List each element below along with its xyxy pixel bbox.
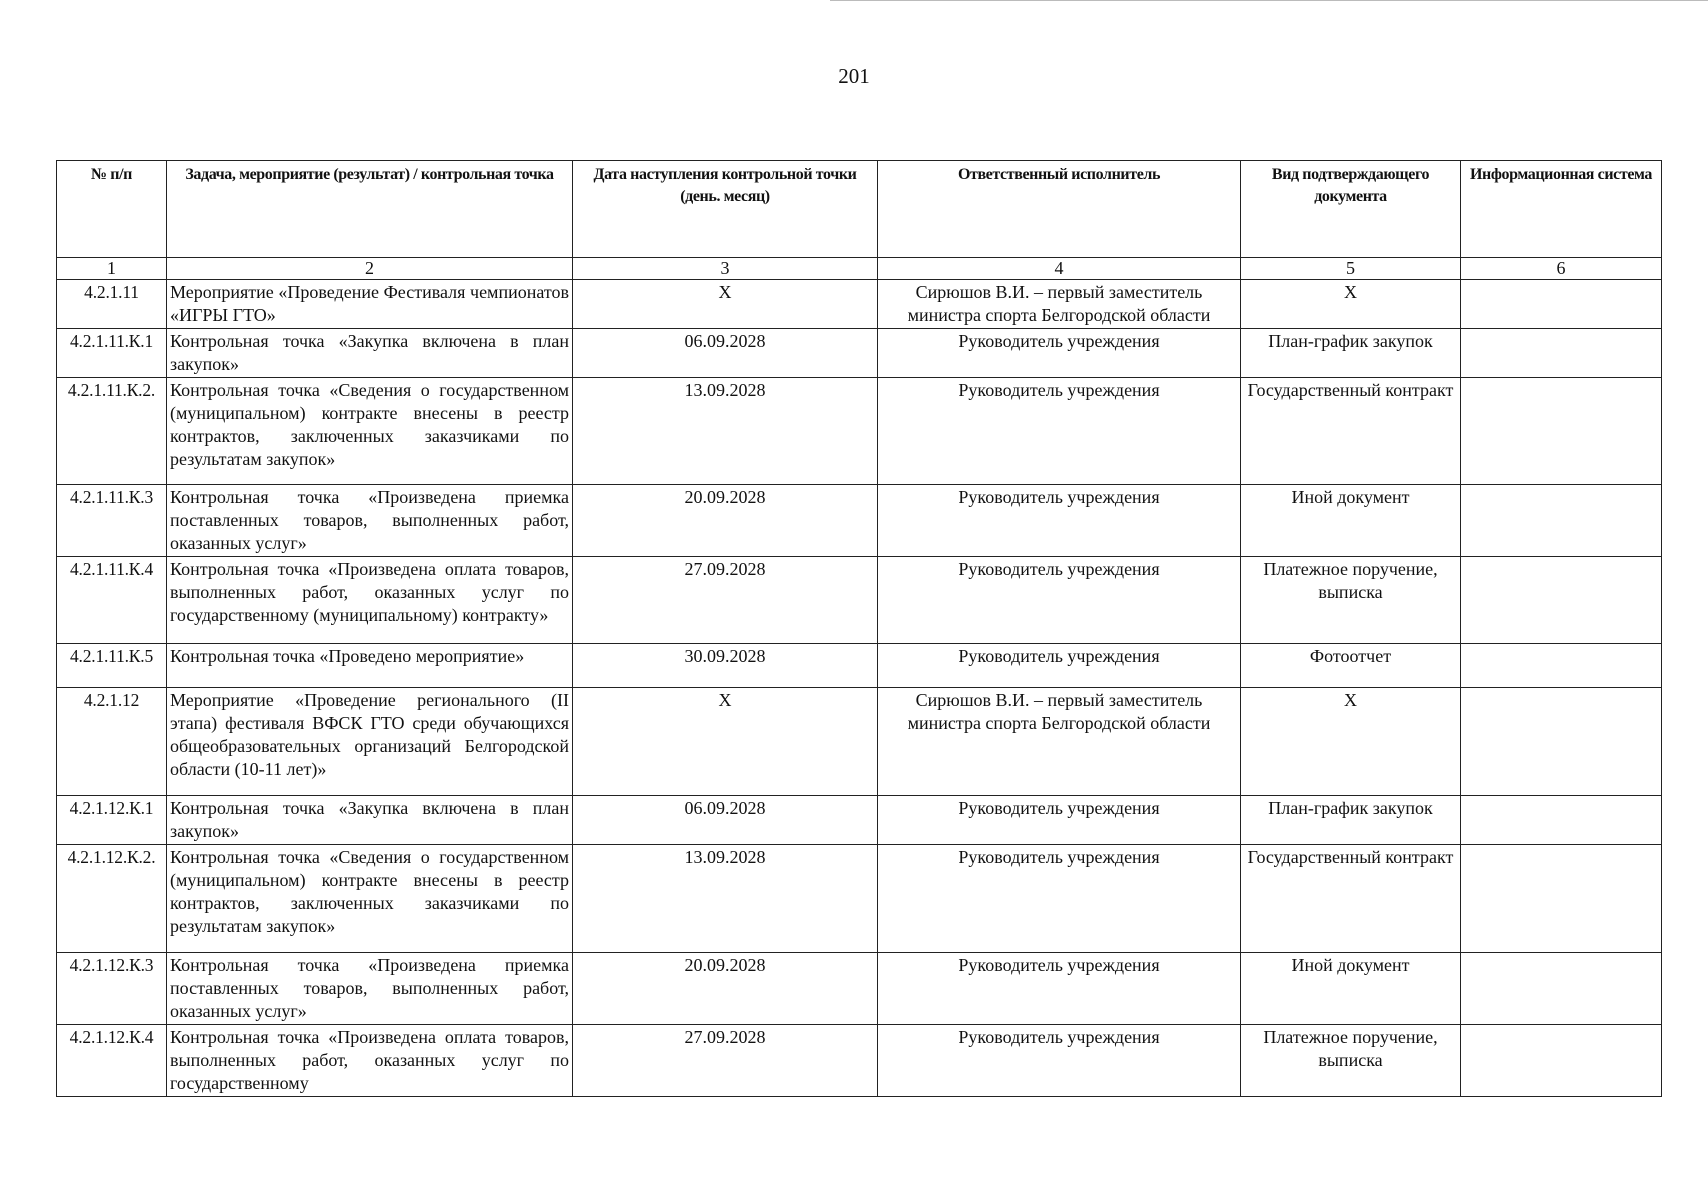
row-system	[1461, 845, 1662, 953]
row-responsible: Сирюшов В.И. – первый заместитель министра спорта Белгородской области	[878, 688, 1241, 796]
row-task: Мероприятие «Проведение Фестиваля чемпионатов «ИГРЫ ГТО»	[167, 280, 573, 329]
row-number: 4.2.1.11.К.4	[57, 557, 167, 644]
control-points-table	[56, 160, 1662, 1097]
row-document: Иной документ	[1241, 485, 1461, 557]
table-row	[57, 644, 1662, 688]
row-document: Иной документ	[1241, 953, 1461, 1025]
header-responsible: Ответственный исполнитель	[878, 161, 1241, 258]
table-header-row	[57, 161, 1662, 258]
row-document: План-график закупок	[1241, 329, 1461, 378]
row-number: 4.2.1.11	[57, 280, 167, 329]
row-system	[1461, 557, 1662, 644]
column-number: 4	[878, 258, 1241, 280]
row-responsible: Сирюшов В.И. – первый заместитель министра спорта Белгородской области	[878, 280, 1241, 329]
row-number: 4.2.1.11.К.3	[57, 485, 167, 557]
row-document: X	[1241, 688, 1461, 796]
row-system	[1461, 280, 1662, 329]
row-number: 4.2.1.11.К.2.	[57, 378, 167, 485]
row-task: Контрольная точка «Произведена оплата товаров, выполненных работ, оказанных услуг по государственному	[167, 1025, 573, 1097]
row-task: Мероприятие «Проведение регионального (II этапа) фестиваля ВФСК ГТО среди обучающихся общеобразовательных организаций Белгородской области (10-11 лет)»	[167, 688, 573, 796]
column-numbers-row	[57, 258, 1662, 280]
table-row	[57, 1025, 1662, 1097]
table-row	[57, 796, 1662, 845]
table-row	[57, 485, 1662, 557]
row-task: Контрольная точка «Произведена приемка поставленных товаров, выполненных работ, оказанных услуг»	[167, 485, 573, 557]
row-responsible: Руководитель учреждения	[878, 644, 1241, 688]
header-number: № п/п	[57, 161, 167, 258]
table-row	[57, 378, 1662, 485]
row-number: 4.2.1.12.К.1	[57, 796, 167, 845]
scan-edge-line	[830, 0, 1708, 1]
row-date: 06.09.2028	[573, 796, 878, 845]
row-date: 13.09.2028	[573, 845, 878, 953]
row-date: 06.09.2028	[573, 329, 878, 378]
row-number: 4.2.1.12	[57, 688, 167, 796]
table-row	[57, 329, 1662, 378]
row-responsible: Руководитель учреждения	[878, 378, 1241, 485]
column-number: 5	[1241, 258, 1461, 280]
row-date: 13.09.2028	[573, 378, 878, 485]
column-number: 2	[167, 258, 573, 280]
row-system	[1461, 796, 1662, 845]
row-system	[1461, 378, 1662, 485]
row-responsible: Руководитель учреждения	[878, 796, 1241, 845]
row-date: X	[573, 688, 878, 796]
header-document: Вид подтверждающего документа	[1241, 161, 1461, 258]
row-task: Контрольная точка «Произведена приемка поставленных товаров, выполненных работ, оказанных услуг»	[167, 953, 573, 1025]
table-row	[57, 280, 1662, 329]
row-document: Государственный контракт	[1241, 378, 1461, 485]
row-task: Контрольная точка «Закупка включена в план закупок»	[167, 796, 573, 845]
row-date: 20.09.2028	[573, 485, 878, 557]
row-number: 4.2.1.12.К.3	[57, 953, 167, 1025]
row-system	[1461, 688, 1662, 796]
row-date: 20.09.2028	[573, 953, 878, 1025]
row-responsible: Руководитель учреждения	[878, 557, 1241, 644]
row-document: Фотоотчет	[1241, 644, 1461, 688]
row-number: 4.2.1.11.К.1	[57, 329, 167, 378]
row-document: Платежное поручение, выписка	[1241, 1025, 1461, 1097]
row-number: 4.2.1.11.К.5	[57, 644, 167, 688]
table-row	[57, 953, 1662, 1025]
row-system	[1461, 953, 1662, 1025]
row-task: Контрольная точка «Закупка включена в план закупок»	[167, 329, 573, 378]
header-system: Информационная система	[1461, 161, 1662, 258]
row-task: Контрольная точка «Сведения о государственном (муниципальном) контракте внесены в реестр контрактов, заключенных заказчиками по результатам закупок»	[167, 378, 573, 485]
row-responsible: Руководитель учреждения	[878, 485, 1241, 557]
row-system	[1461, 329, 1662, 378]
row-date: X	[573, 280, 878, 329]
row-document: План-график закупок	[1241, 796, 1461, 845]
column-number: 1	[57, 258, 167, 280]
page-number: 201	[838, 64, 870, 88]
column-number: 3	[573, 258, 878, 280]
row-responsible: Руководитель учреждения	[878, 1025, 1241, 1097]
row-system	[1461, 644, 1662, 688]
row-task: Контрольная точка «Произведена оплата товаров, выполненных работ, оказанных услуг по государственному (муниципальному) контракту»	[167, 557, 573, 644]
row-system	[1461, 485, 1662, 557]
row-document: Государственный контракт	[1241, 845, 1461, 953]
column-number: 6	[1461, 258, 1662, 280]
header-date: Дата наступления контрольной точки (день. месяц)	[573, 161, 878, 258]
row-number: 4.2.1.12.К.4	[57, 1025, 167, 1097]
row-task: Контрольная точка «Проведено мероприятие»	[167, 644, 573, 688]
row-document: Платежное поручение, выписка	[1241, 557, 1461, 644]
row-task: Контрольная точка «Сведения о государственном (муниципальном) контракте внесены в реестр контрактов, заключенных заказчиками по результатам закупок»	[167, 845, 573, 953]
row-date: 30.09.2028	[573, 644, 878, 688]
row-date: 27.09.2028	[573, 557, 878, 644]
row-system	[1461, 1025, 1662, 1097]
table-row	[57, 557, 1662, 644]
row-responsible: Руководитель учреждения	[878, 845, 1241, 953]
table-row	[57, 688, 1662, 796]
row-responsible: Руководитель учреждения	[878, 953, 1241, 1025]
row-responsible: Руководитель учреждения	[878, 329, 1241, 378]
header-task: Задача, мероприятие (результат) / контрольная точка	[167, 161, 573, 258]
row-number: 4.2.1.12.К.2.	[57, 845, 167, 953]
row-document: X	[1241, 280, 1461, 329]
table-row	[57, 845, 1662, 953]
row-date: 27.09.2028	[573, 1025, 878, 1097]
